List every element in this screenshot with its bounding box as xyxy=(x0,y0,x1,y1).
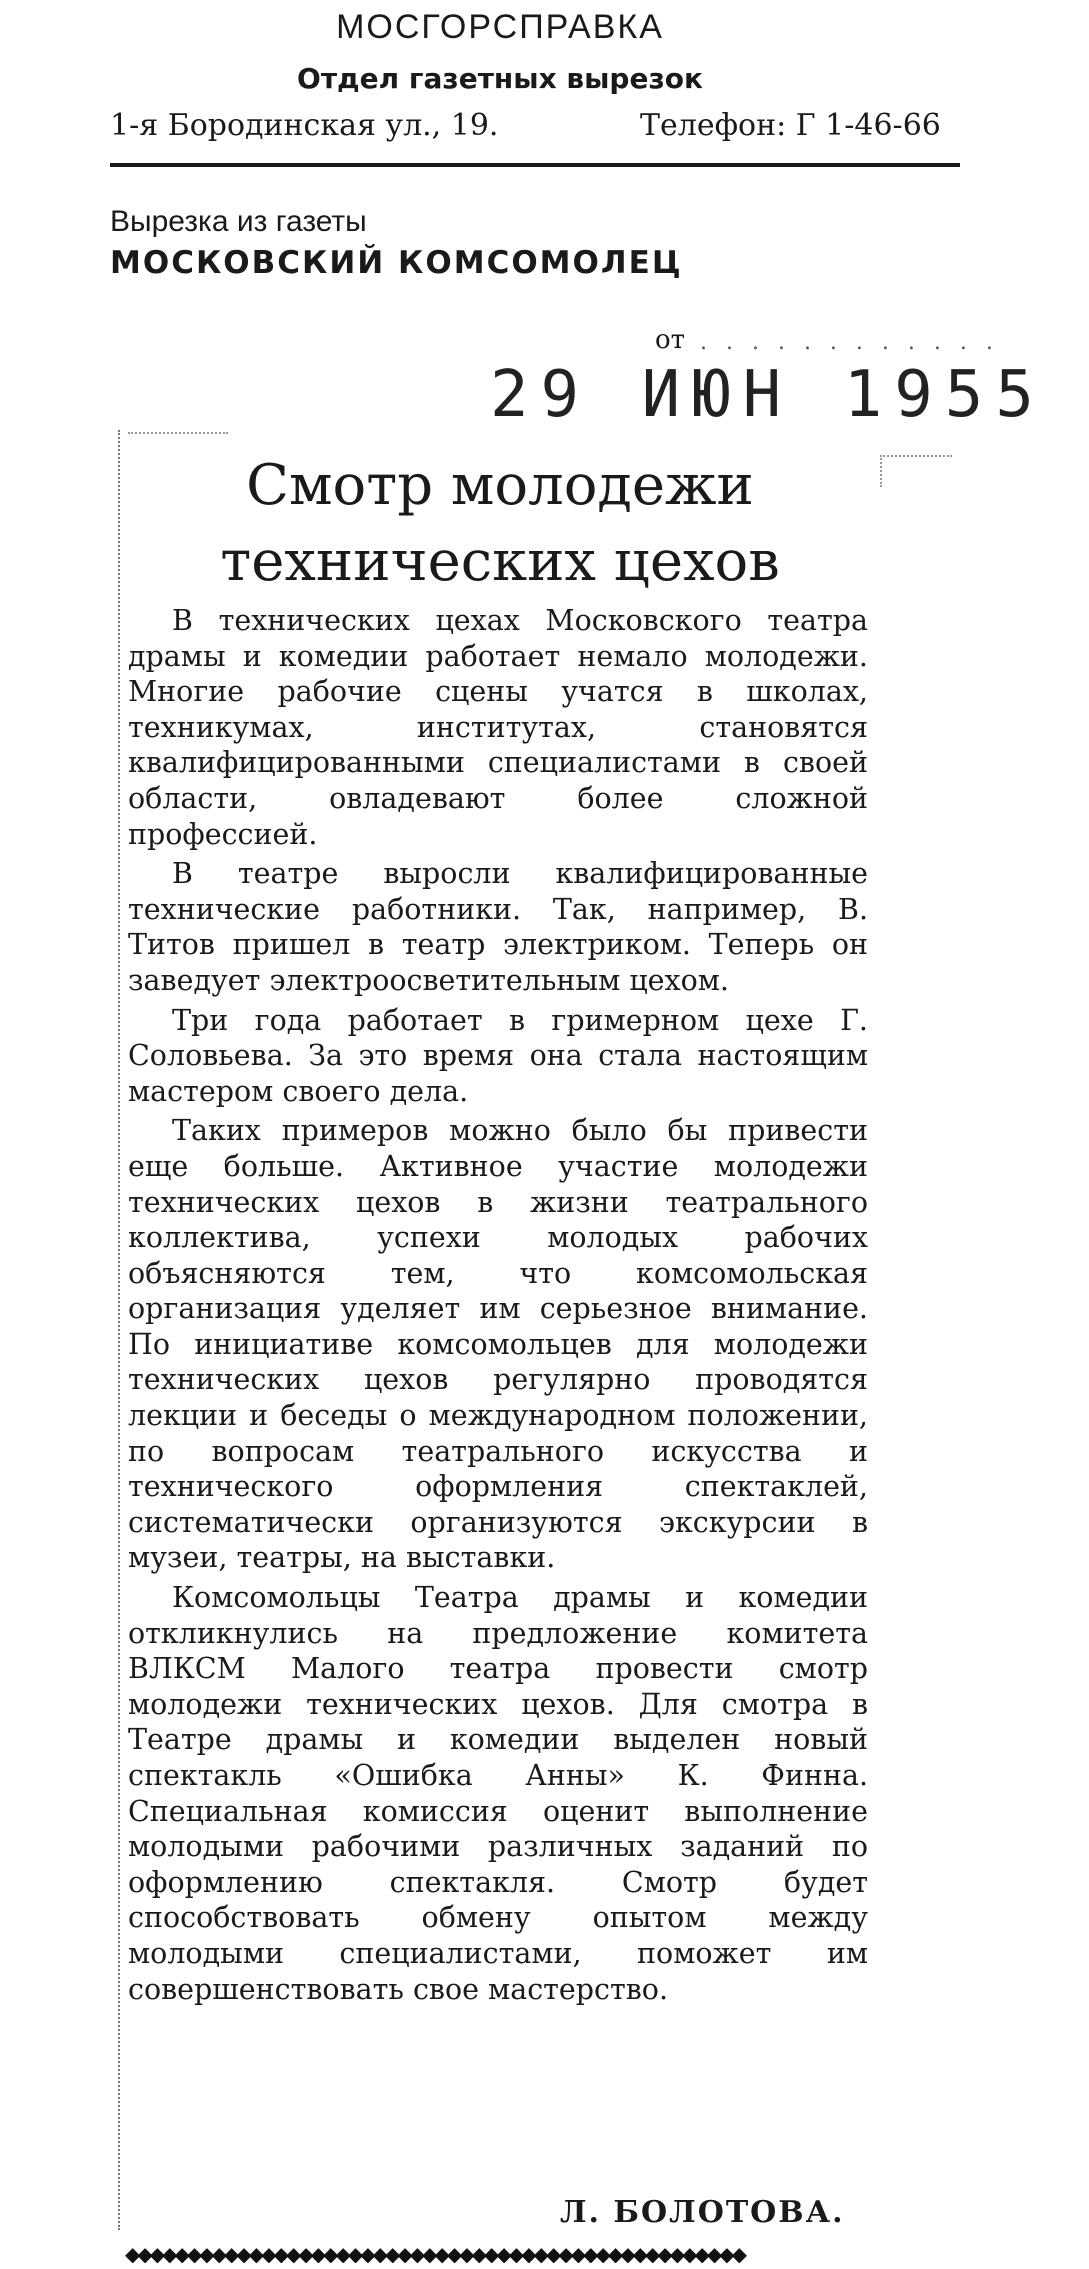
header-agency: МОСГОРСПРАВКА xyxy=(336,8,664,46)
article-paragraph: В театре выросли квалифицированные технические работники. Так, например, В. Титов пришел в театр электриком. Теперь он заведует электроосветительным цехом. xyxy=(128,857,868,997)
article-paragraph: Таких примеров можно было бы привести еще больше. Активное участие молодежи технических цехов в жизни театрального коллектива, успехи молодых рабочих объясняются тем, что комсомольская организация уделяет им серьезное внимание. По инициативе комсомольцев для молодежи технических цехов регулярно проводятся лекции и беседы о международном положении, по вопросам театрального искусства и технического оформления спектаклей, систематически организуются экскурсии в музеи, театры, на выставки. xyxy=(128,1114,868,1575)
article-paragraph: Комсомольцы Театра драмы и комедии откликнулись на предложение комитета ВЛКСМ Малого театра провести смотр молодежи технических цехов. Для смотра в Театре драмы и комедии выделен новый спектакль «Ошибка Анны» К. Финна. Специальная комиссия оценит выполнение молодыми рабочими различных заданий по оформлению спектакля. Смотр будет способствовать обмену опытом между молодыми специалистами, поможет им совершенствовать свое мастерство. xyxy=(128,1581,868,2006)
ornament-rule: ◆◆◆◆◆◆◆◆◆◆◆◆◆◆◆◆◆◆◆◆◆◆◆◆◆◆◆◆◆◆◆◆◆◆◆◆◆◆◆◆◆◆◆◆◆◆◆◆◆◆ xyxy=(125,2245,745,2263)
article-title-line: Смотр молодежи xyxy=(246,453,754,518)
article-title xyxy=(120,448,880,600)
article-paragraph: В технических цехах Московского театра драмы и комедии работает немало молодежи. Многие рабочие сцены учатся в школах, техникумах, институтах, становятся квалифицированными специалистами в своей области, овладевают более сложной профессией. xyxy=(128,604,868,851)
article-body xyxy=(128,603,868,2011)
header-address: 1-я Бородинская ул., 19. xyxy=(110,108,499,143)
header-rule xyxy=(110,163,960,167)
article-author: Л. БОЛОТОВА. xyxy=(560,2195,845,2230)
date-dots: . . . . . . . . . . . . xyxy=(700,330,999,355)
clipping-newspaper: МОСКОВСКИЙ КОМСОМОЛЕЦ xyxy=(110,245,683,281)
clip-frame-left xyxy=(118,430,122,2230)
header-phone: Телефон: Г 1-46-66 xyxy=(640,108,941,143)
date-prefix: от xyxy=(655,325,686,355)
article-title-line: технических цехов xyxy=(220,529,780,594)
header-department: Отдел газетных вырезок xyxy=(297,62,703,95)
clip-frame-top xyxy=(128,432,228,436)
clipping-label: Вырезка из газеты xyxy=(110,205,367,238)
clip-frame-right xyxy=(880,455,952,487)
article-paragraph: Три года работает в гримерном цехе Г. Соловьева. За это время она стала настоящим мастером своего дела. xyxy=(128,1003,868,1108)
date-stamp: 29 ИЮН 1955 xyxy=(490,358,1046,432)
